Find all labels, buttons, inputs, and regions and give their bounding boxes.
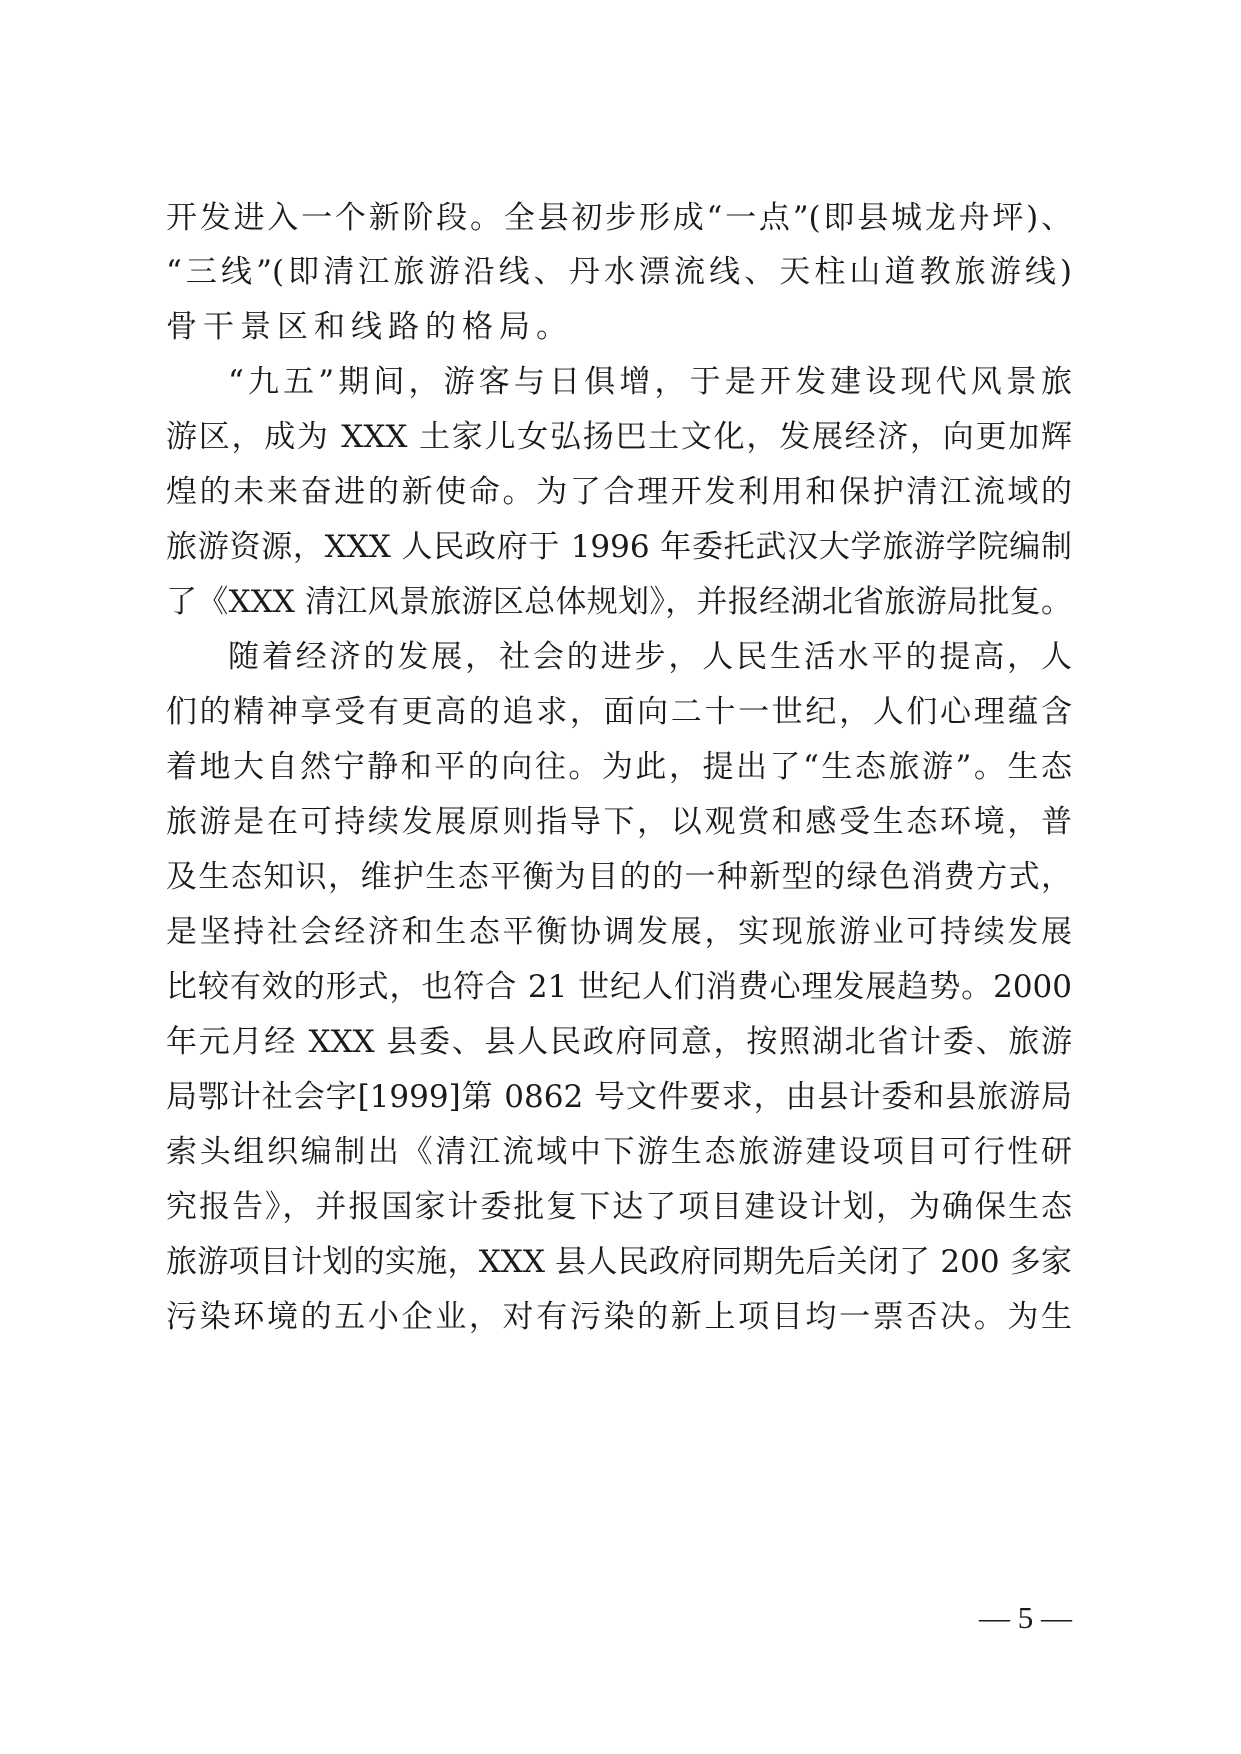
paragraph-1-line-2: “三线”(即清江旅游沿线、丹水漂流线、天柱山道教旅游线) xyxy=(166,254,1072,290)
paragraph-3-line-11: 究报告》，并报国家计委批复下达了项目建设计划，为确保生态 xyxy=(166,1189,1072,1225)
paragraph-3-line-1: 随着经济的发展，社会的进步，人民生活水平的提高，人 xyxy=(228,639,1072,675)
paragraph-2-line-3: 煌的未来奋进的新使命。为了合理开发利用和保护清江流域的 xyxy=(166,474,1072,510)
paragraph-2-line-4: 旅游资源，XXX 人民政府于 1996 年委托武汉大学旅游学院编制 xyxy=(166,529,1072,565)
paragraph-3-line-4: 旅游是在可持续发展原则指导下，以观赏和感受生态环境，普 xyxy=(166,804,1072,840)
paragraph-3-line-13: 污染环境的五小企业，对有污染的新上项目均一票否决。为生 xyxy=(166,1299,1072,1335)
page-number: — 5 — xyxy=(979,1600,1072,1635)
paragraph-2-line-2: 游区，成为 XXX 土家儿女弘扬巴土文化，发展经济，向更加辉 xyxy=(166,419,1072,455)
paragraph-2-line-5: 了《XXX 清江风景旅游区总体规划》，并报经湖北省旅游局批复。 xyxy=(166,584,1072,620)
paragraph-2-line-1: “九五”期间，游客与日俱增，于是开发建设现代风景旅 xyxy=(228,364,1072,400)
paragraph-3-line-8: 年元月经 XXX 县委、县人民政府同意，按照湖北省计委、旅游 xyxy=(166,1024,1072,1060)
paragraph-3-line-6: 是坚持社会经济和生态平衡协调发展，实现旅游业可持续发展 xyxy=(166,914,1072,950)
paragraph-3-line-2: 们的精神享受有更高的追求，面向二十一世纪，人们心理蕴含 xyxy=(166,694,1072,730)
paragraph-1-line-3: 骨干景区和线路的格局。 xyxy=(166,309,573,345)
paragraph-3-line-3: 着地大自然宁静和平的向往。为此，提出了“生态旅游”。生态 xyxy=(166,749,1072,785)
paragraph-3-line-7: 比较有效的形式，也符合 21 世纪人们消费心理发展趋势。2000 xyxy=(166,969,1072,1005)
paragraph-3-line-10: 索头组织编制出《清江流域中下游生态旅游建设项目可行性研 xyxy=(166,1134,1072,1170)
paragraph-3-line-5: 及生态知识，维护生态平衡为目的的一种新型的绿色消费方式， xyxy=(166,859,1072,895)
paragraph-3-line-9: 局鄂计社会字[1999]第 0862 号文件要求，由县计委和县旅游局 xyxy=(166,1079,1072,1115)
paragraph-1-line-1: 开发进入一个新阶段。全县初步形成“一点”(即县城龙舟坪)、 xyxy=(166,200,1072,236)
paragraph-3-line-12: 旅游项目计划的实施，XXX 县人民政府同期先后关闭了 200 多家 xyxy=(166,1244,1072,1280)
